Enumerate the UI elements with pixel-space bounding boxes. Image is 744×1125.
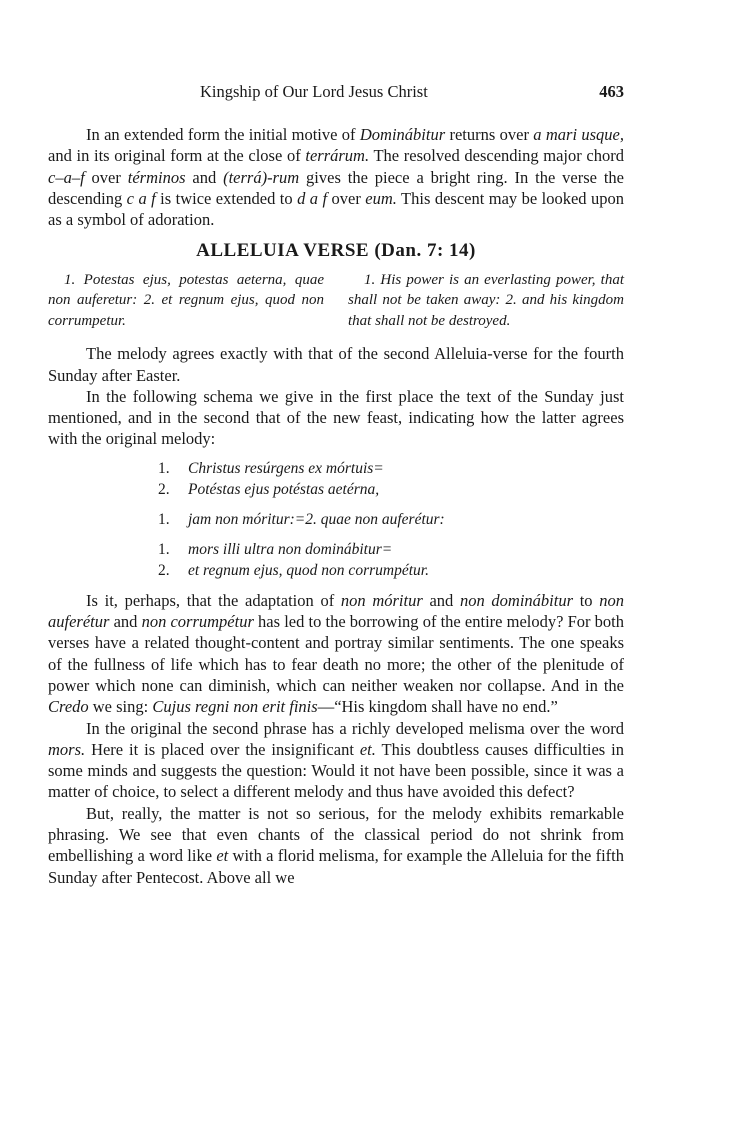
schema-group xyxy=(158,509,624,530)
schema-group xyxy=(158,458,624,500)
paragraph-melody: The melody agrees exactly with that of the second Alleluia-verse for the fourth Sunday after Easter. xyxy=(48,344,624,385)
schema-line: 2. Potéstas ejus potéstas aetérna, xyxy=(158,480,380,498)
paragraph-dominabitur: In an extended form the initial motive of Dominábitur returns over a mari usque, and in its original form at the close of terrárum. The resolved descending major chord c–a–f over términos and (terrá)-rum gives the piece a bright ring. In the verse the descending c a f is twice extended to d a f over eum. This descent may be looked upon as a symbol of adoration. xyxy=(48,125,625,230)
schema-line: 1. mors illi ultra non dominábitur= xyxy=(158,540,393,558)
english-verse: 1. His power is an everlasting power, that shall not be taken away: 2. and his kingdom that shall not be destroyed. xyxy=(348,271,624,329)
page-body xyxy=(48,124,624,888)
running-header xyxy=(48,82,624,104)
verse-columns xyxy=(48,270,624,332)
section-heading: ALLELUIA VERSE (Dan. 7: 14) xyxy=(196,240,476,262)
paragraph-adaptation: Is it, perhaps, that the adaptation of non móritur and non dominábitur to non auferétur and non corrumpétur has led to the borrowing of the entire melody? For both verses have a related thought-content and portray similar sentiments. The one speaks of the fullness of life which has to fear death no more; the other of the plenitude of power which none can diminish, which can neither weaken nor collapse. And in the Credo we sing: Cujus regni non erit finis—“His kingdom shall have no end.” xyxy=(48,590,625,717)
schema-line: 2. et regnum ejus, quod non corrumpétur. xyxy=(158,561,429,579)
running-title: Kingship of Our Lord Jesus Christ xyxy=(200,82,428,101)
page-number: 463 xyxy=(599,82,624,101)
paragraph-schema-intro: In the following schema we give in the first place the text of the Sunday just mentioned, and in the second that of the new feast, indicating how the latter agrees with the original melody: xyxy=(48,386,624,449)
paragraph-phrasing: But, really, the matter is not so serious, for the melody exhibits remarkable phrasing. We see that even chants of the classical period do not shrink from embellishing a word like et with a florid melisma, for example the Alleluia for the fifth Sunday after Pentecost. Above all we xyxy=(48,803,624,887)
schema-group xyxy=(158,539,624,581)
schema-line: 1. Christus resúrgens ex mórtuis= xyxy=(158,459,384,477)
paragraph-melisma: In the original the second phrase has a richly developed melisma over the word mors. Here it is placed over the insignificant et. This doubtless causes difficulties in some minds and suggests the question: Would it not have been possible, since it was a matter of choice, to select a different melody and thus have avoided this defect? xyxy=(48,718,624,802)
schema-line: 1. jam non móritur:=2. quae non auferétur: xyxy=(158,510,445,528)
text-schema xyxy=(158,458,624,581)
latin-verse: 1. Potestas ejus, potestas aeterna, quae non auferetur: 2. et regnum ejus, quod non corrumpetur. xyxy=(48,271,324,329)
